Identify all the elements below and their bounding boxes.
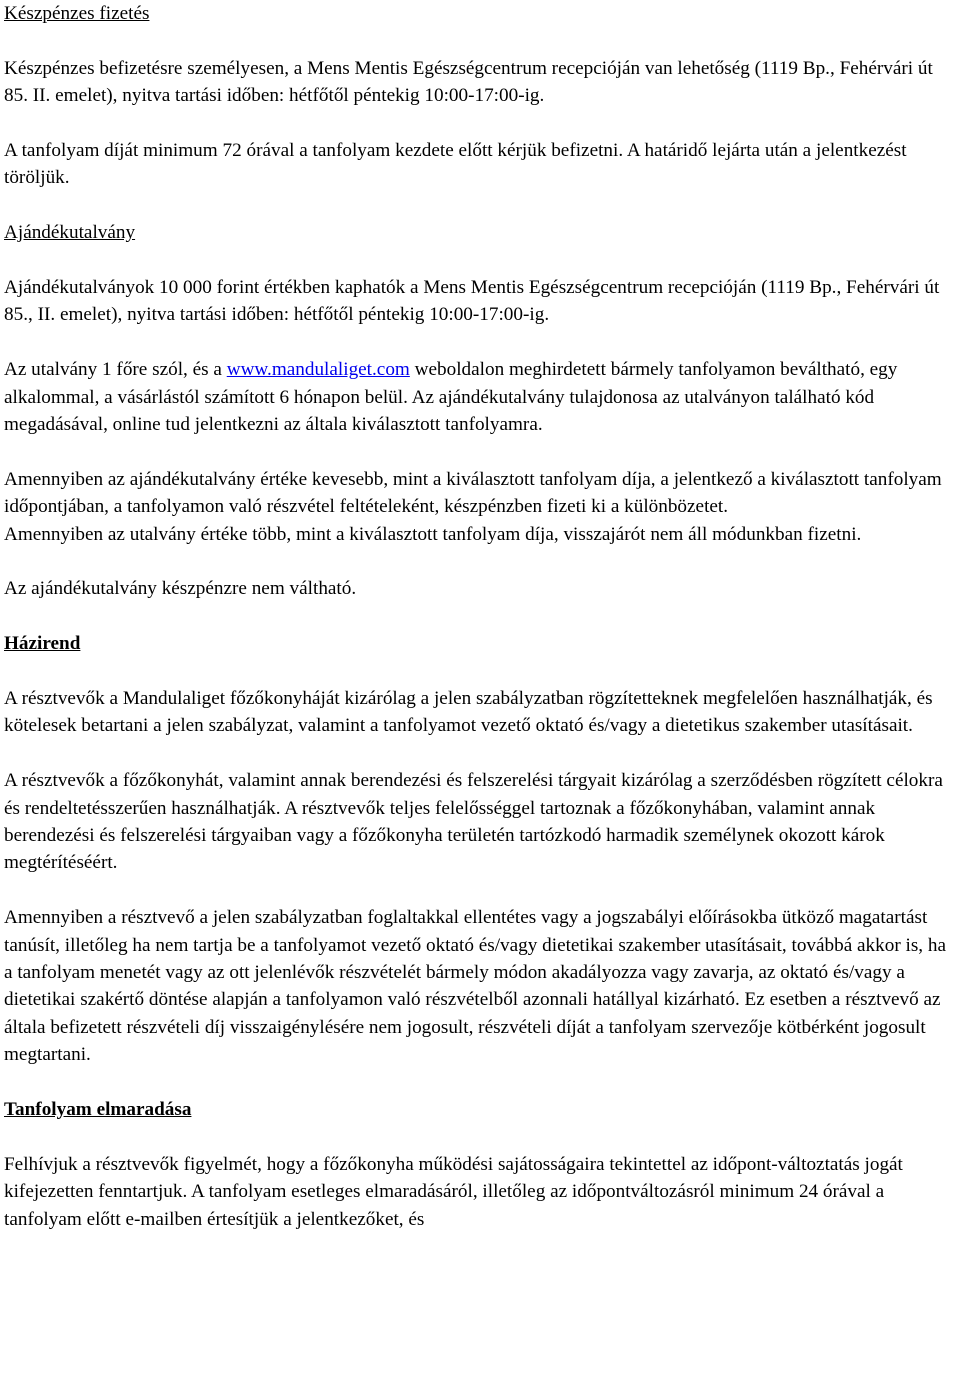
cash-payment-heading: Készpénzes fizetés: [4, 3, 150, 24]
rules-exclusion-paragraph: Amennyiben a résztvevő a jelen szabályzatban foglaltakkal ellentétes vagy a jogszabályi előírásokba ütköző magatartást tanúsít, illetőleg ha nem tartja be a tanfolyamot vezető oktató és/vagy dietetikai szakember utasításait, továbbá akkor is, ha a tanfolyam menetét vagy az ott jelenlévők részvételét bármely módon akadályozza vagy zavarja, az oktató és/vagy a dietetikai szakértő döntése alapján a tanfolyamon való részvételből azonnali hatállyal kizárható. Ez esetben a résztvevő az általa befizetett részvételi díj visszaigénylésére nem jogosult, részvételi díját a tanfolyam szervezője kötbérként jogosult megtartani.: [4, 907, 947, 1066]
cash-payment-paragraph: Készpénzes befizetésre személyesen, a Mens Mentis Egészségcentrum recepcióján van lehetőség (1119 Bp., Fehérvári út 85. II. emelet), nyitva tartási időben: hétfőtől péntekig 10:00-17:00-ig.: [4, 57, 933, 107]
voucher-usage-text-after: weboldalon meghirdetett bármely tanfolyamon beváltható, egy alkalommal, a vásárlástól számított 6 hónapon belül. Az ajándékutalvány tulajdonosa az utalványon található kód megadásával, online tud jelentkezni az általa kiválasztott tanfolyamra.: [4, 359, 898, 436]
document-body: [4, 0, 958, 1233]
voucher-usage-paragraph: [4, 356, 958, 438]
voucher-no-change-paragraph: Amennyiben az utalvány értéke több, mint a kiválasztott tanfolyam díja, visszajárót nem áll módunkban fizetni.: [4, 523, 862, 545]
course-cancellation-heading: Tanfolyam elmaradása: [4, 1099, 192, 1121]
voucher-section: [4, 219, 958, 630]
cash-payment-section: [4, 0, 958, 219]
mandulaliget-website-link[interactable]: www.mandulaliget.com: [226, 359, 410, 381]
voucher-availability-paragraph: Ajándékutalványok 10 000 forint értékben kaphatók a Mens Mentis Egészségcentrum recepcióján (1119 Bp., Fehérvári út 85., II. emelet), nyitva tartási időben: hétfőtől péntekig 10:00-17:00-ig.: [4, 277, 940, 326]
rules-usage-paragraph: A résztvevők a Mandulaliget főzőkonyháját kizárólag a jelen szabályzatban rögzítetteknek megfelelően használhatják, és kötelesek betartani a jelen szabályzat, valamint a tanfolyamot vezető oktató és/vagy a dietetikus szakember utasításait.: [4, 688, 933, 737]
course-cancellation-section: [4, 1096, 958, 1233]
voucher-difference-paragraph: Amennyiben az ajándékutalvány értéke kevesebb, mint a kiválasztott tanfolyam díja, a jelentkező a kiválasztott tanfolyam időpontjában, a tanfolyamon való részvétel feltételeként, készpénzben fizeti ki a különbözetet.: [4, 468, 942, 518]
voucher-usage-text-before: Az utalvány 1 főre szól, és a: [4, 359, 227, 381]
rules-liability-paragraph: A résztvevők a főzőkonyhát, valamint annak berendezési és felszerelési tárgyait kizárólag a szerződésben rögzített célokra és rendeltetésszerűen használhatják. A résztvevők teljes felelősséggel tartoznak a főzőkonyhában, valamint annak berendezési és felszerelési tárgyaiban vagy a főzőkonyha területén tartózkodó harmadik személynek okozott károk megtérítéséért.: [4, 770, 943, 874]
payment-deadline-paragraph: A tanfolyam díját minimum 72 órával a tanfolyam kezdete előtt kérjük befizetni. A határidő lejárta után a jelentkezést töröljük.: [4, 140, 907, 189]
house-rules-section: [4, 630, 958, 1096]
house-rules-heading: Házirend: [4, 633, 81, 655]
cancellation-paragraph: Felhívjuk a résztvevők figyelmét, hogy a főzőkonyha működési sajátosságaira tekintettel az időpont-változtatás jogát kifejezetten fenntartjuk. A tanfolyam esetleges elmaradásáról, illetőleg az időpontváltozásról minimum 24 órával a tanfolyam előtt e-mailben értesítjük a jelentkezőket, és: [4, 1153, 903, 1230]
voucher-heading: Ajándékutalvány: [4, 222, 136, 244]
voucher-not-cash-paragraph: Az ajándékutalvány készpénzre nem váltható.: [4, 578, 357, 600]
